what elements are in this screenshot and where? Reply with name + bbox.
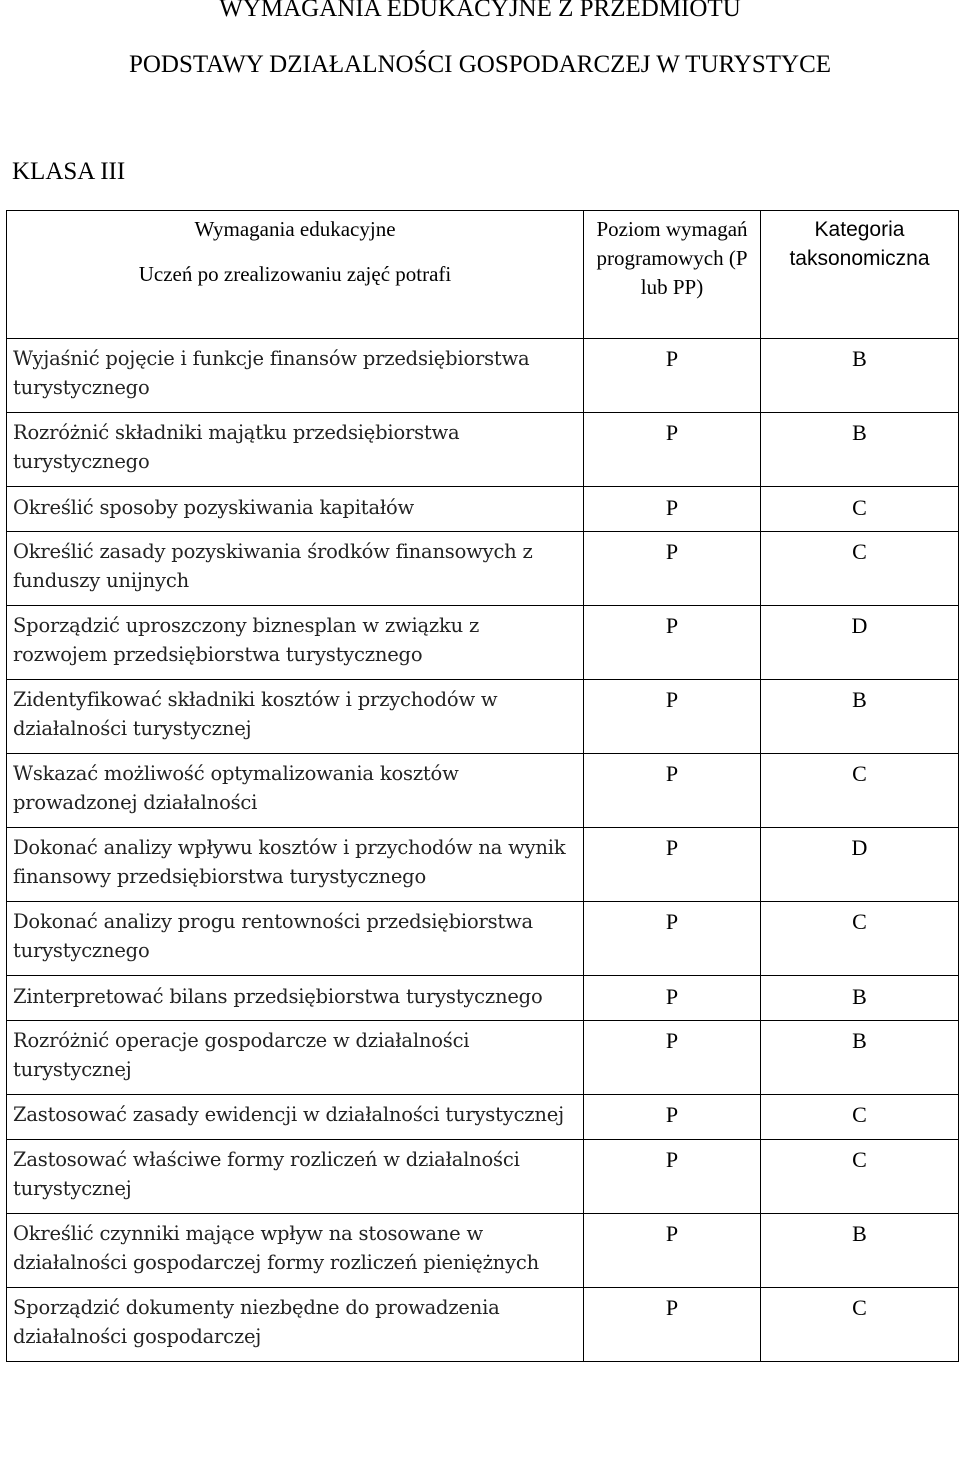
document-title-line2: PODSTAWY DZIAŁALNOŚCI GOSPODARCZEJ W TURYSTYCE (128, 51, 832, 78)
level-cell: P (584, 487, 761, 532)
table-row (7, 1288, 959, 1362)
table-header-row (7, 211, 959, 339)
header-level: Poziom wymagań programowych (P lub PP) (584, 211, 761, 339)
table-row (7, 1021, 959, 1095)
table-row (7, 680, 959, 754)
category-cell: B (761, 1214, 959, 1288)
level-cell: P (584, 828, 761, 902)
table-row (7, 1214, 959, 1288)
requirement-cell: Dokonać analizy progu rentowności przedsiębiorstwa turystycznego (7, 902, 584, 976)
category-cell: B (761, 1021, 959, 1095)
category-cell: B (761, 413, 959, 487)
category-cell: C (761, 902, 959, 976)
table-row (7, 902, 959, 976)
table-row (7, 532, 959, 606)
level-cell: P (584, 680, 761, 754)
table-row (7, 487, 959, 532)
requirements-table (6, 210, 959, 1362)
requirement-cell: Zidentyfikować składniki kosztów i przychodów w działalności turystycznej (7, 680, 584, 754)
category-cell: C (761, 532, 959, 606)
class-label: KLASA III (12, 158, 126, 185)
category-cell: B (761, 339, 959, 413)
category-cell: B (761, 680, 959, 754)
requirement-cell: Określić zasady pozyskiwania środków finansowych z funduszy unijnych (7, 532, 584, 606)
level-cell: P (584, 606, 761, 680)
category-cell: C (761, 1095, 959, 1140)
requirement-cell: Sporządzić uproszczony biznesplan w związku z rozwojem przedsiębiorstwa turystycznego (7, 606, 584, 680)
requirement-cell: Określić czynniki mające wpływ na stosowane w działalności gospodarczej formy rozliczeń pieniężnych (7, 1214, 584, 1288)
header-requirements-line2: Uczeń po zrealizowaniu zajęć potrafi (138, 262, 452, 286)
category-cell: C (761, 487, 959, 532)
requirement-cell: Wyjaśnić pojęcie i funkcje finansów przedsiębiorstwa turystycznego (7, 339, 584, 413)
table-row (7, 413, 959, 487)
document-title-line1: WYMAGANIA EDUKACYJNE Z PRZEDMIOTU (219, 0, 741, 22)
requirement-cell: Rozróżnić składniki majątku przedsiębiorstwa turystycznego (7, 413, 584, 487)
level-cell: P (584, 1214, 761, 1288)
requirement-cell: Rozróżnić operacje gospodarcze w działalności turystycznej (7, 1021, 584, 1095)
category-cell: C (761, 1288, 959, 1362)
requirement-cell: Sporządzić dokumenty niezbędne do prowadzenia działalności gospodarczej (7, 1288, 584, 1362)
requirement-cell: Określić sposoby pozyskiwania kapitałów (7, 487, 584, 532)
category-cell: B (761, 976, 959, 1021)
table-row (7, 1095, 959, 1140)
requirement-cell: Zinterpretować bilans przedsiębiorstwa turystycznego (7, 976, 584, 1021)
header-requirements-line1: Wymagania edukacyjne (194, 217, 396, 241)
category-cell: D (761, 606, 959, 680)
level-cell: P (584, 1021, 761, 1095)
header-requirements (7, 211, 584, 339)
category-cell: C (761, 754, 959, 828)
table-row (7, 606, 959, 680)
level-cell: P (584, 1140, 761, 1214)
requirement-cell: Zastosować zasady ewidencji w działalności turystycznej (7, 1095, 584, 1140)
requirement-cell: Wskazać możliwość optymalizowania kosztów prowadzonej działalności (7, 754, 584, 828)
level-cell: P (584, 1095, 761, 1140)
table-row (7, 976, 959, 1021)
header-category: Kategoria taksonomiczna (761, 211, 959, 339)
level-cell: P (584, 902, 761, 976)
category-cell: C (761, 1140, 959, 1214)
level-cell: P (584, 976, 761, 1021)
level-cell: P (584, 339, 761, 413)
category-cell: D (761, 828, 959, 902)
requirement-cell: Dokonać analizy wpływu kosztów i przychodów na wynik finansowy przedsiębiorstwa turystycznego (7, 828, 584, 902)
level-cell: P (584, 532, 761, 606)
table-row (7, 339, 959, 413)
table-row (7, 1140, 959, 1214)
table-row (7, 754, 959, 828)
level-cell: P (584, 413, 761, 487)
requirement-cell: Zastosować właściwe formy rozliczeń w działalności turystycznej (7, 1140, 584, 1214)
level-cell: P (584, 1288, 761, 1362)
level-cell: P (584, 754, 761, 828)
table-row (7, 828, 959, 902)
